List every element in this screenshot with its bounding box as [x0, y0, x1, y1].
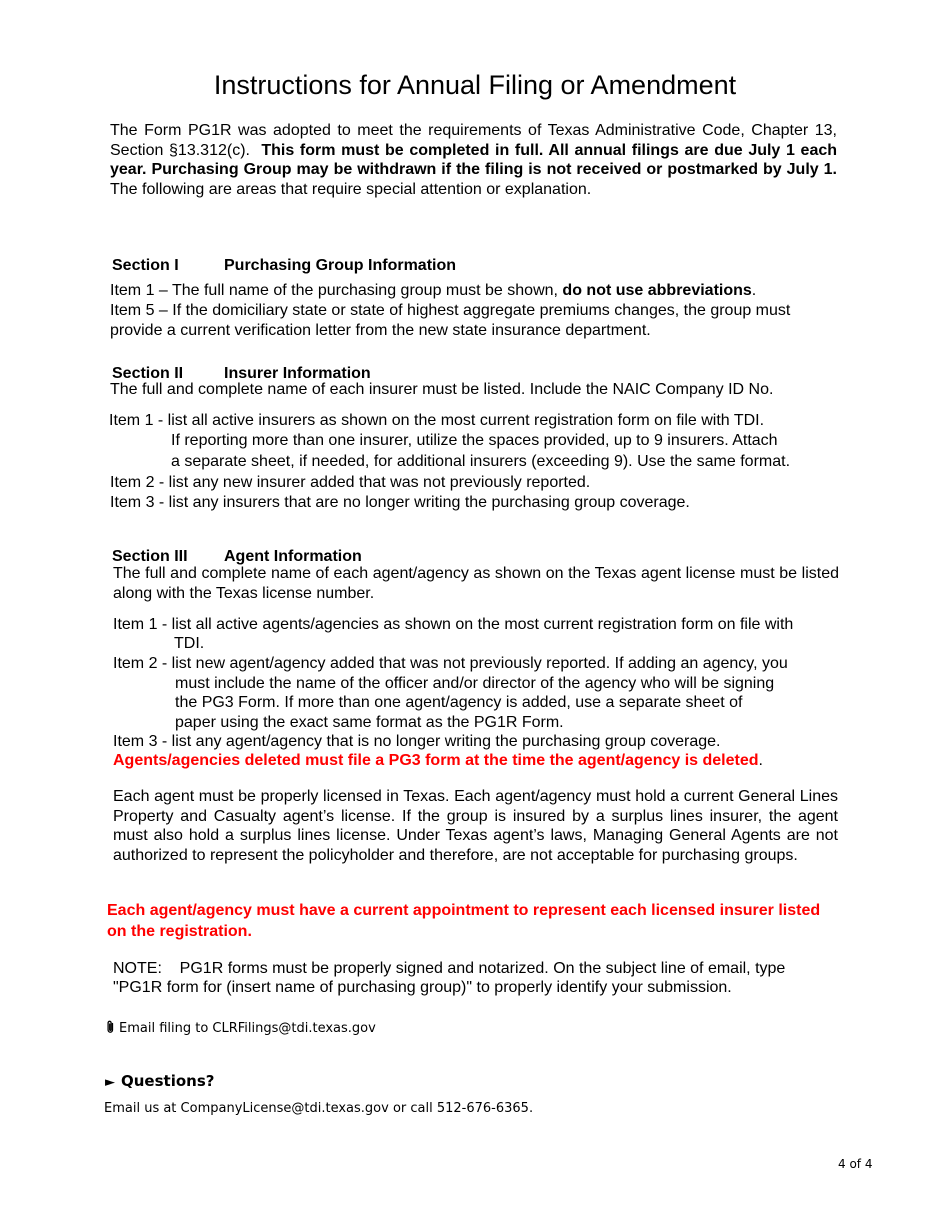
section-2-name: Insurer Information	[224, 365, 371, 382]
section-1-item-5: Item 5 – If the domiciliary state or state of highest aggregate premiums changes, the group must provide a current verification letter from the new state insurance department.	[110, 302, 791, 339]
note-line-2: "PG1R form for (insert name of purchasing group)" to properly identify your submission.	[113, 979, 732, 996]
section-3-number: Section III	[112, 548, 188, 565]
section-3-licensing-paragraph: Each agent must be properly licensed in Texas. Each agent/agency must hold a current General Lines Property and Casualty agent’s license. If the group is insured by a surplus lines insurer, the agent must also hold a surplus lines license. Under Texas agent’s laws, Managing General Agents are not authorized to represent the policyholder and therefore, are not acceptable for purchasing groups.	[113, 788, 838, 864]
section-2-intro: The full and complete name of each insurer must be listed. Include the NAIC Company ID No.	[110, 381, 774, 398]
intro-tail-text: The following are areas that require special attention or explanation.	[110, 180, 592, 198]
intro-bold-text: This form must be completed in full. All annual filings are due July 1 each year. Purchasing Group may be withdrawn if the filing is not received or postmarked by July 1.	[110, 141, 838, 179]
section-1-item-1-text: Item 1 – The full name of the purchasing group must be shown,	[110, 282, 558, 299]
email-filing-text[interactable]: Email filing to CLRFilings@tdi.texas.gov	[119, 1021, 376, 1036]
note-text-1: PG1R forms must be properly signed and notarized. On the subject line of email, type	[179, 960, 786, 977]
section-1-heading	[112, 256, 456, 276]
section-3-intro: The full and complete name of each agent/agency as shown on the Texas agent license must be listed along with the Texas license number.	[113, 565, 839, 602]
section-3-name: Agent Information	[224, 548, 362, 565]
page-title: Instructions for Annual Filing or Amendment	[213, 70, 737, 100]
section-2-item-2: Item 2 - list any new insurer added that was not previously reported.	[110, 474, 591, 491]
section-3-item-1-line-2: TDI.	[174, 635, 205, 652]
section-3-item-2-line-4: paper using the exact same format as the PG1R Form.	[175, 714, 564, 731]
section-3-item-3: Item 3 - list any agent/agency that is no longer writing the purchasing group coverage.	[113, 733, 721, 750]
section-1-item-1	[110, 281, 756, 301]
page-number: 4 of 4	[838, 1157, 873, 1171]
section-2-number: Section II	[112, 365, 184, 382]
section-1-number: Section I	[112, 257, 179, 274]
section-2-item-3: Item 3 - list any insurers that are no longer writing the purchasing group coverage.	[110, 494, 690, 511]
section-3-deleted-warning	[113, 751, 763, 771]
section-1-item-1-end: .	[751, 282, 757, 299]
section-1-item-1-bold: do not use abbreviations	[562, 282, 752, 299]
intro-text: The Form PG1R was adopted to meet the requirements of Texas Administrative Code, Chapter 13, Section §13.312(c).	[110, 122, 837, 159]
paperclip-icon	[106, 1020, 115, 1039]
section-2-item-1-line-3: a separate sheet, if needed, for additional insurers (exceeding 9). Use the same format.	[171, 453, 791, 470]
questions-contact: Email us at CompanyLicense@tdi.texas.gov or call 512-676-6365.	[104, 1101, 534, 1116]
questions-heading-text: Questions?	[121, 1072, 215, 1090]
right-triangle-icon: ►	[105, 1075, 115, 1090]
questions-heading	[105, 1071, 214, 1093]
section-2-item-1-line-2: If reporting more than one insurer, utilize the spaces provided, up to 9 insurers. Attach	[171, 432, 778, 449]
email-filing-line	[106, 1020, 376, 1039]
deleted-warning-period: .	[758, 752, 763, 769]
section-3-item-2-line-2: must include the name of the officer and/or director of the agency who will be signing	[175, 675, 775, 692]
section-3-item-1-line-1: Item 1 - list all active agents/agencies as shown on the most current registration form on file with	[113, 616, 794, 633]
section-2-item-1-line-1: Item 1 - list all active insurers as shown on the most current registration form on file with TDI.	[109, 412, 765, 429]
note-label: NOTE:	[113, 960, 162, 977]
section-3-item-2-line-3: the PG3 Form. If more than one agent/agency is added, use a separate sheet of	[175, 694, 743, 711]
section-1-name: Purchasing Group Information	[224, 257, 457, 274]
deleted-warning-text: Agents/agencies deleted must file a PG3 form at the time the agent/agency is deleted	[113, 752, 759, 769]
appointment-warning: Each agent/agency must have a current appointment to represent each licensed insurer listed on the registration.	[107, 902, 821, 940]
intro-paragraph	[110, 121, 837, 199]
section-3-item-2-line-1: Item 2 - list new agent/agency added that was not previously reported. If adding an agency, you	[113, 655, 788, 672]
note-line-1	[113, 959, 785, 979]
